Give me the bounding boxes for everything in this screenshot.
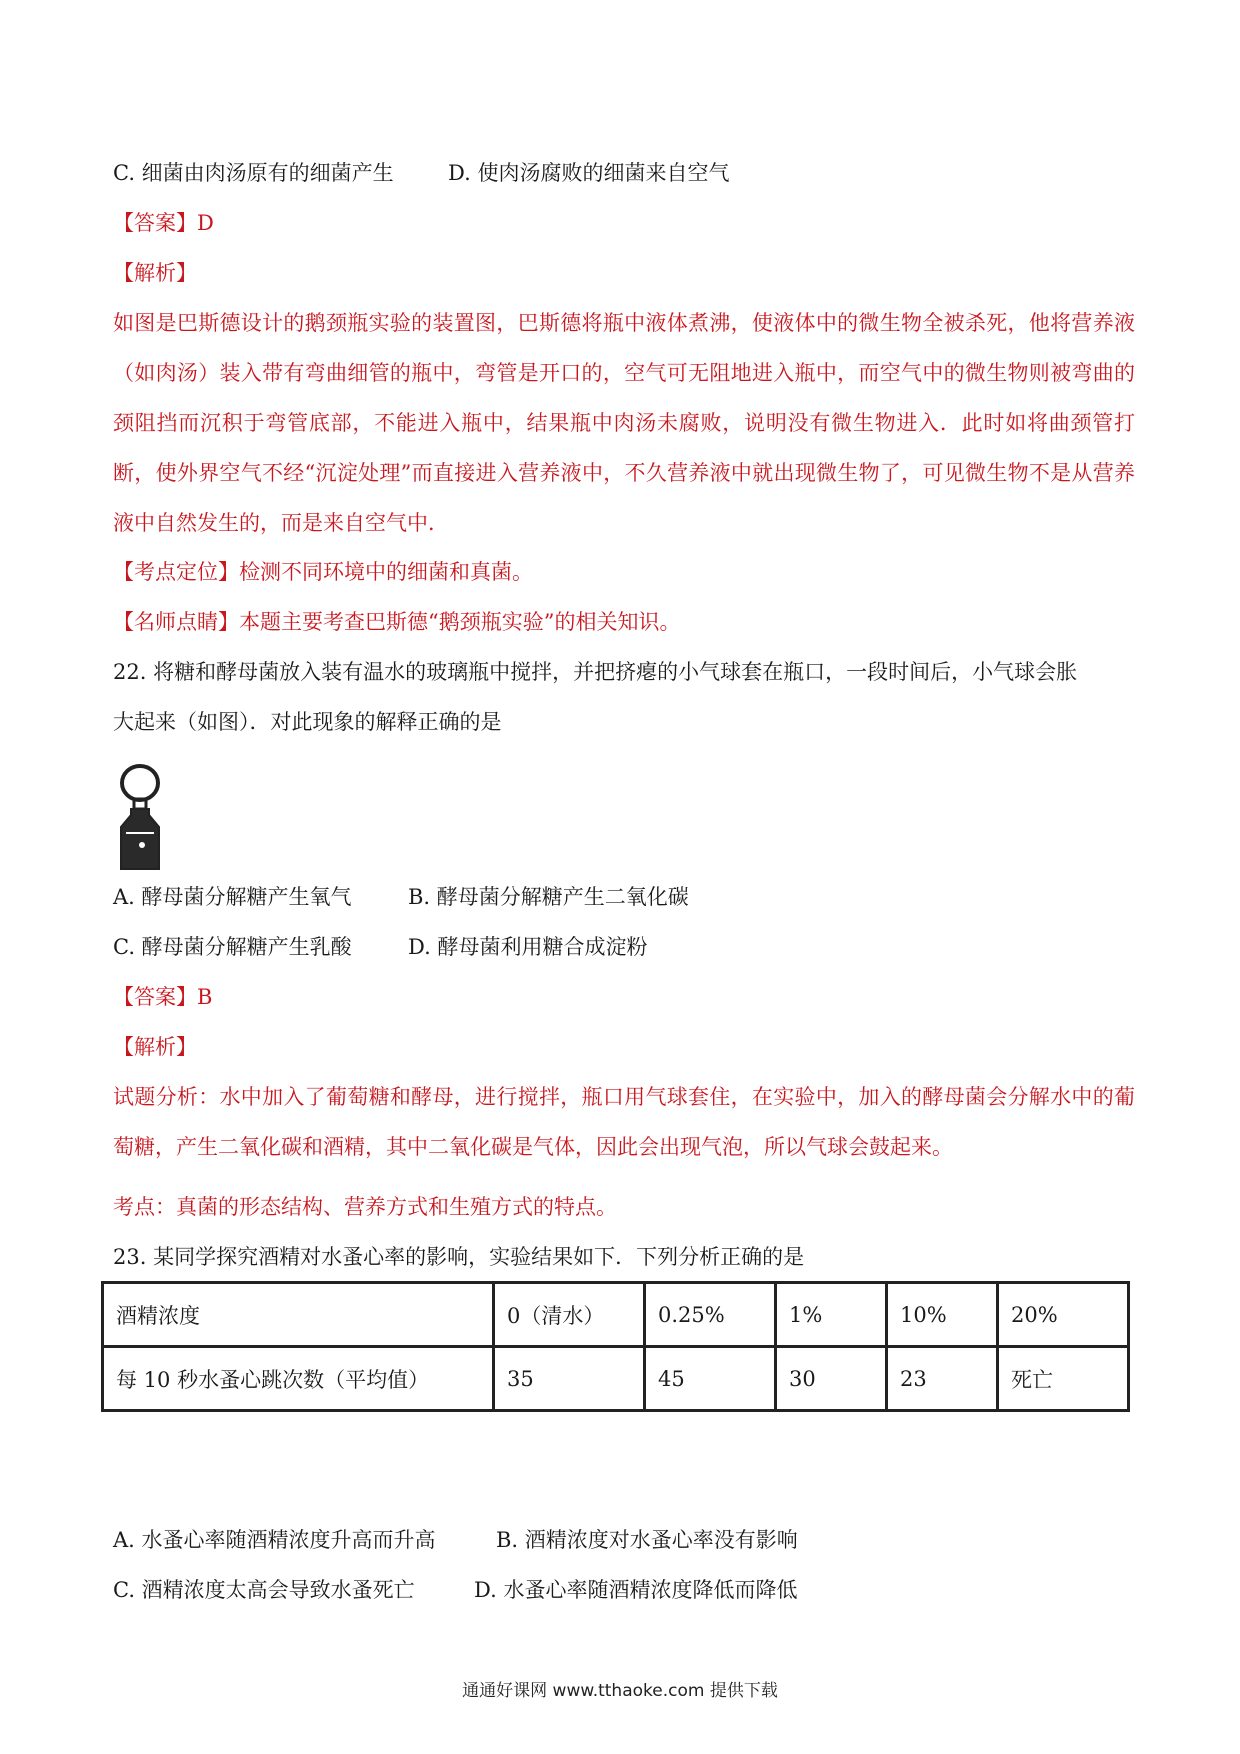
q21-analysis-text: 如图是巴斯德设计的鹅颈瓶实验的装置图，巴斯德将瓶中液体煮沸，使液体中的微生物全被杀死，他将营养液（如肉汤）装入带有弯曲细管的瓶中，弯管是开口的，空气可无阻地进入瓶中，而空气中的微生物则被弯曲的颈阻挡而沉积于弯管底部，不能进入瓶中，结果瓶中肉汤未腐败，说明没有微生物进入．此时如将曲颈管打断，使外界空气不经“沉淀处理”而直接进入营养液中，不久营养液中就出现微生物了，可见微生物不是从营养液中自然发生的，而是来自空气中． (113, 311, 1135, 535)
q21-answer (113, 208, 214, 238)
table-row (103, 1347, 1129, 1411)
table-cell: 10% (887, 1283, 998, 1347)
table-cell: 1% (776, 1283, 887, 1347)
table-cell: 20% (998, 1283, 1129, 1347)
q22-analysis-text: 试题分析：水中加入了葡萄糖和酵母，进行搅拌，瓶口用气球套住，在实验中，加入的酵母菌会分解水中的葡萄糖，产生二氧化碳和酒精，其中二氧化碳是气体，因此会出现气泡，所以气球会鼓起来。 (113, 1085, 1135, 1159)
q22-stem-line2: 大起来（如图）．对此现象的解释正确的是 (113, 710, 502, 734)
q22-option-a: A. 酵母菌分解糖产生氧气 (113, 885, 352, 909)
q21-option-c: C. 细菌由肉汤原有的细菌产生 (113, 161, 394, 185)
q23-option-c: C. 酒精浓度太高会导致水蚤死亡 (113, 1578, 415, 1602)
q22-option-d: D. 酵母菌利用糖合成淀粉 (408, 935, 648, 959)
table-cell: 0.25% (645, 1283, 776, 1347)
table-cell: 23 (887, 1347, 998, 1411)
q23-option-b: B. 酒精浓度对水蚤心率没有影响 (496, 1528, 798, 1552)
bottle-with-balloon-icon (112, 763, 168, 873)
answer-value: D (197, 211, 214, 235)
answer-value: B (197, 985, 213, 1009)
q22-option-b: B. 酵母菌分解糖产生二氧化碳 (408, 885, 689, 909)
table-cell: 死亡 (998, 1347, 1129, 1411)
answer-label: 【答案】 (113, 211, 197, 235)
q21-option-d: D. 使肉汤腐败的细菌来自空气 (448, 161, 730, 185)
q21-key-point: 【考点定位】检测不同环境中的细菌和真菌。 (113, 560, 533, 584)
q21-teacher-note: 【名师点睛】本题主要考查巴斯德“鹅颈瓶实验”的相关知识。 (113, 610, 681, 634)
q23-option-d: D. 水蚤心率随酒精浓度降低而降低 (474, 1578, 798, 1602)
table-cell: 每 10 秒水蚤心跳次数（平均值） (103, 1347, 494, 1411)
table-cell: 30 (776, 1347, 887, 1411)
page-footer: 通通好课网 www.tthaoke.com 提供下载 (462, 1681, 778, 1701)
answer-label: 【答案】 (113, 985, 197, 1009)
table-cell: 0（清水） (494, 1283, 645, 1347)
q22-analysis-label: 【解析】 (113, 1035, 197, 1059)
heart-rate-table (101, 1281, 1130, 1412)
q21-analysis-label: 【解析】 (113, 261, 197, 285)
q23-option-a: A. 水蚤心率随酒精浓度升高而升高 (113, 1528, 436, 1552)
q22-key-point: 考点：真菌的形态结构、营养方式和生殖方式的特点。 (113, 1195, 617, 1219)
q22-option-c: C. 酵母菌分解糖产生乳酸 (113, 935, 352, 959)
table-row (103, 1283, 1129, 1347)
q22-stem-line1: 22. 将糖和酵母菌放入装有温水的玻璃瓶中搅拌，并把挤瘪的小气球套在瓶口，一段时间后，小气球会胀 (113, 660, 1078, 684)
q22-answer (113, 982, 212, 1012)
table-cell: 酒精浓度 (103, 1283, 494, 1347)
table-cell: 45 (645, 1347, 776, 1411)
q23-stem: 23. 某同学探究酒精对水蚤心率的影响，实验结果如下．下列分析正确的是 (113, 1245, 805, 1269)
table-cell: 35 (494, 1347, 645, 1411)
